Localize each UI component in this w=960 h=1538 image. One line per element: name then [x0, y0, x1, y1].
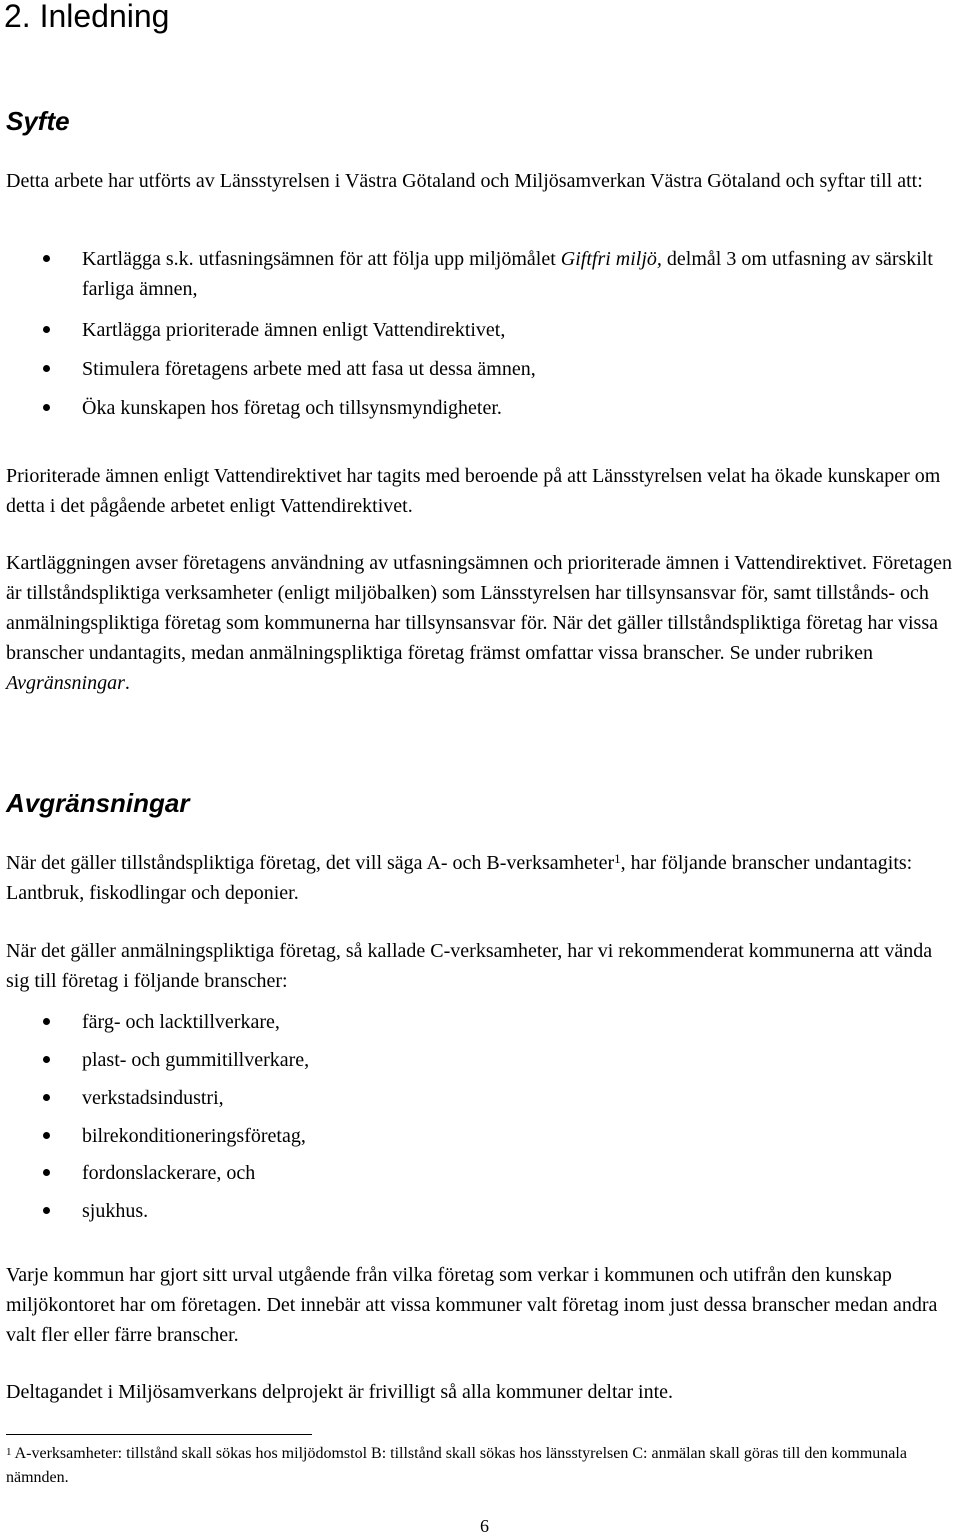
syfte-intro: Detta arbete har utförts av Länsstyrelsen i Västra Götaland och Miljösamverkan Västra Götaland och syftar till att:	[6, 170, 923, 192]
avgransningar-paragraph-3: Varje kommun har gjort sitt urval utgående från vilka företag som verkar i kommunen och utifrån den kunskap miljökontoret har om företagen. Det innebär att vissa kommuner valt företag inom just dessa branscher medan andra valt fler eller färre branscher.	[6, 1264, 938, 1346]
footnote-number: 1	[6, 1446, 12, 1458]
bullet-icon	[43, 404, 50, 411]
bransch-item: plast- och gummitillverkare,	[82, 1049, 310, 1071]
syfte-paragraph-3	[6, 548, 956, 698]
section-heading-avgransningar: Avgränsningar	[6, 788, 190, 818]
bullet-icon	[43, 1094, 50, 1101]
syfte-paragraph-3-end: .	[124, 672, 130, 694]
footnote	[6, 1442, 956, 1490]
bullet-icon	[43, 1169, 50, 1176]
section-heading-syfte: Syfte	[6, 106, 70, 136]
syfte-bullet-3: Stimulera företagens arbete med att fasa ut dessa ämnen,	[82, 358, 536, 380]
bullet-icon	[43, 1132, 50, 1139]
page-number: 6	[480, 1516, 489, 1536]
bransch-item: färg- och lacktillverkare,	[82, 1011, 280, 1033]
syfte-bullet-2: Kartlägga prioriterade ämnen enligt Vattendirektivet,	[82, 319, 506, 341]
avgransningar-paragraph-1	[6, 848, 956, 908]
syfte-bullet-1-emphasis: Giftfri miljö,	[560, 248, 662, 270]
syfte-paragraph-2: Prioriterade ämnen enligt Vattendirektivet har tagits med beroende på att Länsstyrelsen velat ha ökade kunskaper om detta i det pågående arbetet enligt Vattendirektivet.	[6, 465, 941, 517]
bullet-icon	[43, 1056, 50, 1063]
syfte-bullet-1	[82, 244, 960, 304]
avgransningar-paragraph-1-end: , har följande branscher undantagits: Lantbruk, fiskodlingar och deponier.	[6, 852, 913, 904]
chapter-heading: 2. Inledning	[4, 0, 170, 34]
bullet-icon	[43, 255, 50, 262]
syfte-paragraph-3-text: Kartläggningen avser företagens användning av utfasningsämnen och prioriterade ämnen i Vattendirektivet. Företagen är tillståndspliktiga verksamheter (enligt miljöbalken) som Länsstyrelsen har tillsynsansvar för, samt tillstånds- och anmälningspliktiga företag som kommunerna har tillsynsansvar för. När det gäller tillståndspliktiga företag har vissa branscher undantagits, medan anmälningspliktiga företag främst omfattar vissa branscher. Se under rubriken	[6, 552, 952, 664]
syfte-bullet-1-text-end: delmål 3 om utfasning av särskilt farliga ämnen,	[82, 248, 933, 300]
bransch-item: bilrekonditioneringsföretag,	[82, 1125, 306, 1147]
bransch-item: sjukhus.	[82, 1200, 149, 1222]
syfte-bullet-4: Öka kunskapen hos företag och tillsynsmyndigheter.	[82, 397, 502, 419]
avgransningar-paragraph-2: När det gäller anmälningspliktiga företag, så kallade C-verksamheter, har vi rekommenderat kommunerna att vända sig till företag i följande branscher:	[6, 940, 933, 992]
avgransningar-reference: Avgränsningar	[6, 672, 125, 694]
bullet-icon	[43, 1207, 50, 1214]
bullet-icon	[43, 326, 50, 333]
bransch-item: fordonslackerare, och	[82, 1162, 256, 1184]
syfte-bullet-1-text: Kartlägga s.k. utfasningsämnen för att följa upp miljömålet	[82, 248, 561, 270]
avgransningar-paragraph-4: Deltagandet i Miljösamverkans delprojekt är frivilligt så alla kommuner deltar inte.	[6, 1381, 674, 1403]
footnote-divider	[6, 1434, 312, 1435]
footnote-text: A-verksamheter: tillstånd skall sökas hos miljödomstol B: tillstånd skall sökas hos länsstyrelsen C: anmälan skall göras till den kommunala nämnden.	[6, 1445, 907, 1486]
bullet-icon	[43, 1018, 50, 1025]
footnote-reference: 1	[614, 851, 621, 866]
avgransningar-paragraph-1-text: När det gäller tillståndspliktiga företag, det vill säga A- och B-verksamheter	[6, 852, 615, 874]
bransch-item: verkstadsindustri,	[82, 1087, 224, 1109]
bullet-icon	[43, 365, 50, 372]
